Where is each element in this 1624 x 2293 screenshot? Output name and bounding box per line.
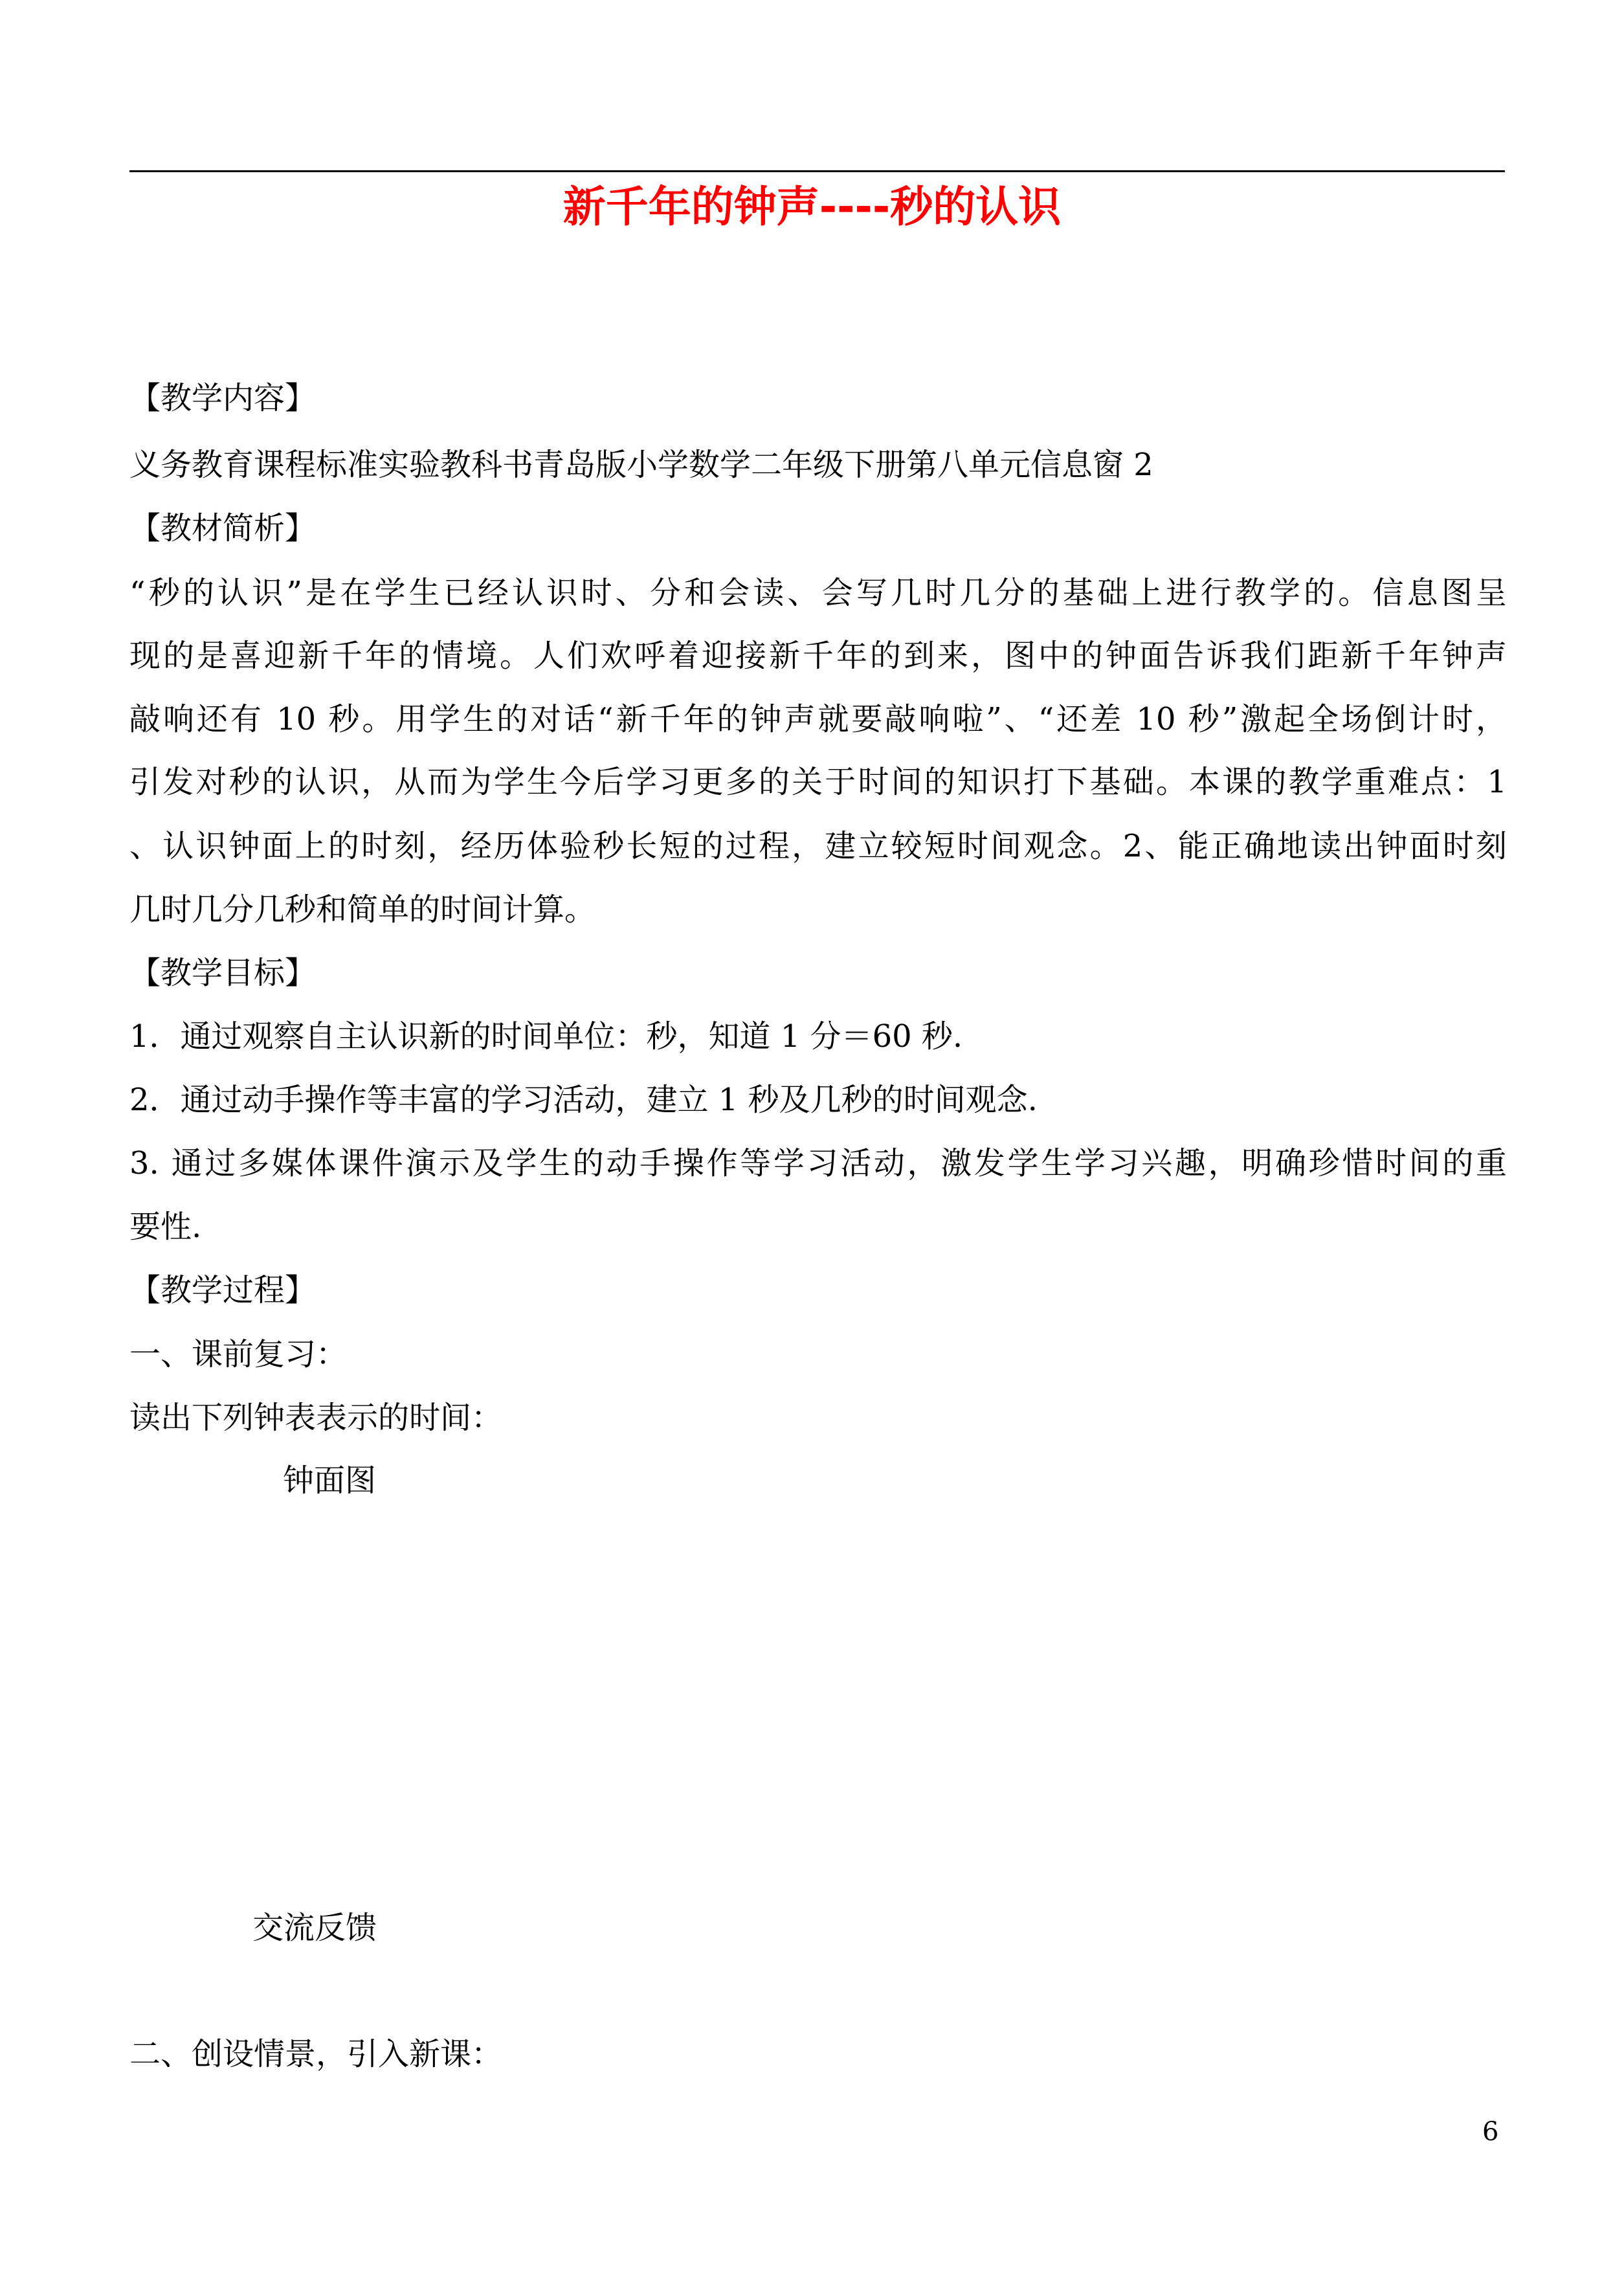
section-heading-analysis: 【教材简析】 (129, 510, 317, 546)
page-number: 6 (1482, 2117, 1499, 2147)
section-heading-process: 【教学过程】 (129, 1272, 317, 1308)
review-instruction: 读出下列钟表表示的时间： (129, 1400, 503, 1436)
header-rule (129, 170, 1505, 172)
section-heading-content: 【教学内容】 (129, 380, 317, 416)
goal-item: 1．通过观察自主认识新的时间单位：秒，知道 1 分＝60 秒. (129, 1018, 963, 1055)
analysis-line: 现的是喜迎新千年的情境。人们欢呼着迎接新千年的到来，图中的钟面告诉我们距新千年钟声 (129, 638, 1507, 674)
goal-item: 3. 通过多媒体课件演示及学生的动手操作等学习活动，激发学生学习兴趣，明确珍惜时间的重 (129, 1145, 1507, 1181)
analysis-line: 敲响还有 10 秒。用学生的对话“新千年的钟声就要敲响啦”、“还差 10 秒”激起全场倒计时， (129, 701, 1507, 737)
content-text: 义务教育课程标准实验教科书青岛版小学数学二年级下册第八单元信息窗 2 (129, 447, 1153, 483)
document-title: 新千年的钟声----秒的认识 (562, 182, 1062, 232)
section-heading-goals: 【教学目标】 (129, 955, 317, 991)
goal-item: 2．通过动手操作等丰富的学习活动，建立 1 秒及几秒的时间观念. (129, 1082, 1038, 1118)
analysis-line: 引发对秒的认识，从而为学生今后学习更多的关于时间的知识打下基础。本课的教学重难点：1 (129, 764, 1507, 800)
goal-item: 要性. (129, 1209, 202, 1245)
analysis-line: 几时几分几秒和简单的时间计算。 (129, 891, 596, 928)
analysis-line: 、认识钟面上的时刻，经历体验秒长短的过程，建立较短时间观念。2、能正确地读出钟面时刻 (129, 828, 1507, 864)
clock-placeholder-label: 钟面图 (283, 1462, 377, 1499)
analysis-line: “秒的认识”是在学生已经认识时、分和会读、会写几时几分的基础上进行教学的。信息图呈 (129, 575, 1507, 611)
new-lesson-heading: 二、创设情景，引入新课： (129, 2036, 503, 2072)
feedback-label: 交流反馈 (252, 1910, 377, 1946)
review-heading: 一、课前复习： (129, 1336, 348, 1372)
